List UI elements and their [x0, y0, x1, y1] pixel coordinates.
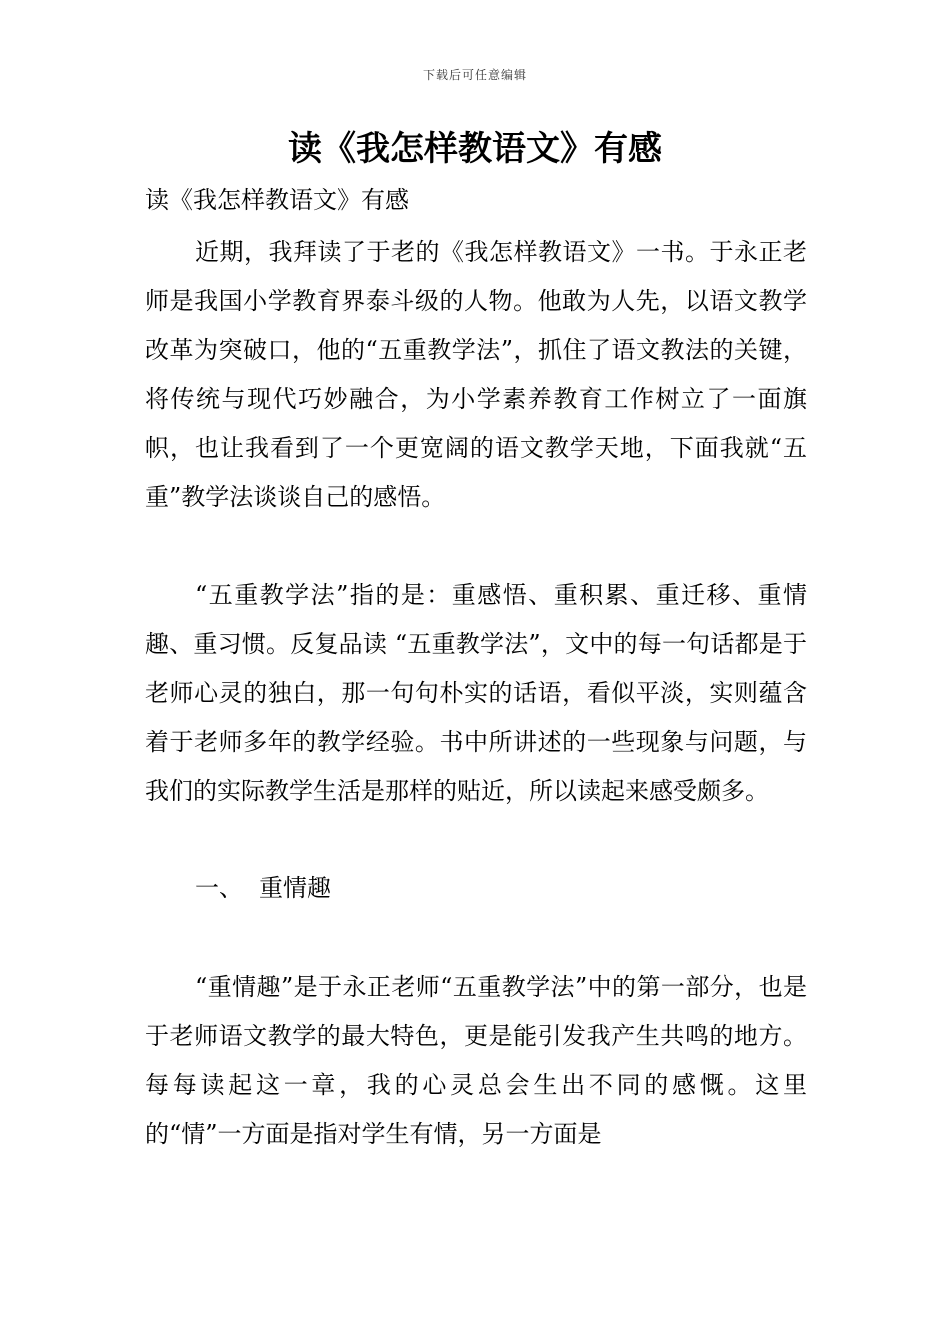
paragraph-interest: “重情趣”是于永正老师“五重教学法”中的第一部分，也是于老师语文教学的最大特色，更是能引发我产生共鸣的地方。每每读起这一章，我的心灵总会生出不同的感慨。这里的“情”一方面是指对学生有情，另一方面是 — [145, 973, 807, 1148]
section-number: 一、 — [195, 874, 243, 902]
section-heading — [145, 864, 807, 913]
header-note: 下载后可任意编辑 — [422, 68, 527, 82]
paragraph-five-methods: “五重教学法”指的是：重感悟、重积累、重迁移、重情趣、重习惯。反复品读 “五重教学法”，文中的每一句话都是于老师心灵的独白，那一句句朴实的话语，看似平淡，实则蕴含着于老师多年的教学经验。书中所讲述的一些现象与问题，与我们的实际教学生活是那样的贴近，所以读起来感受颇多。 — [145, 581, 807, 805]
paragraph-intro: 近期，我拜读了于老的《我怎样教语文》一书。于永正老师是我国小学教育界泰斗级的人物。他敢为人先，以语文教学改革为突破口，他的“五重教学法”，抓住了语文教法的关键，将传统与现代巧妙融合，为小学素养教育工作树立了一面旗帜，也让我看到了一个更宽阔的语文教学天地，下面我就“五重”教学法谈谈自己的感悟。 — [145, 238, 807, 511]
document-body — [145, 178, 807, 1159]
document-title: 读《我怎样教语文》有感 — [288, 129, 662, 169]
document-subtitle: 读《我怎样教语文》有感 — [145, 186, 409, 214]
section-title: 重情趣 — [259, 874, 331, 902]
